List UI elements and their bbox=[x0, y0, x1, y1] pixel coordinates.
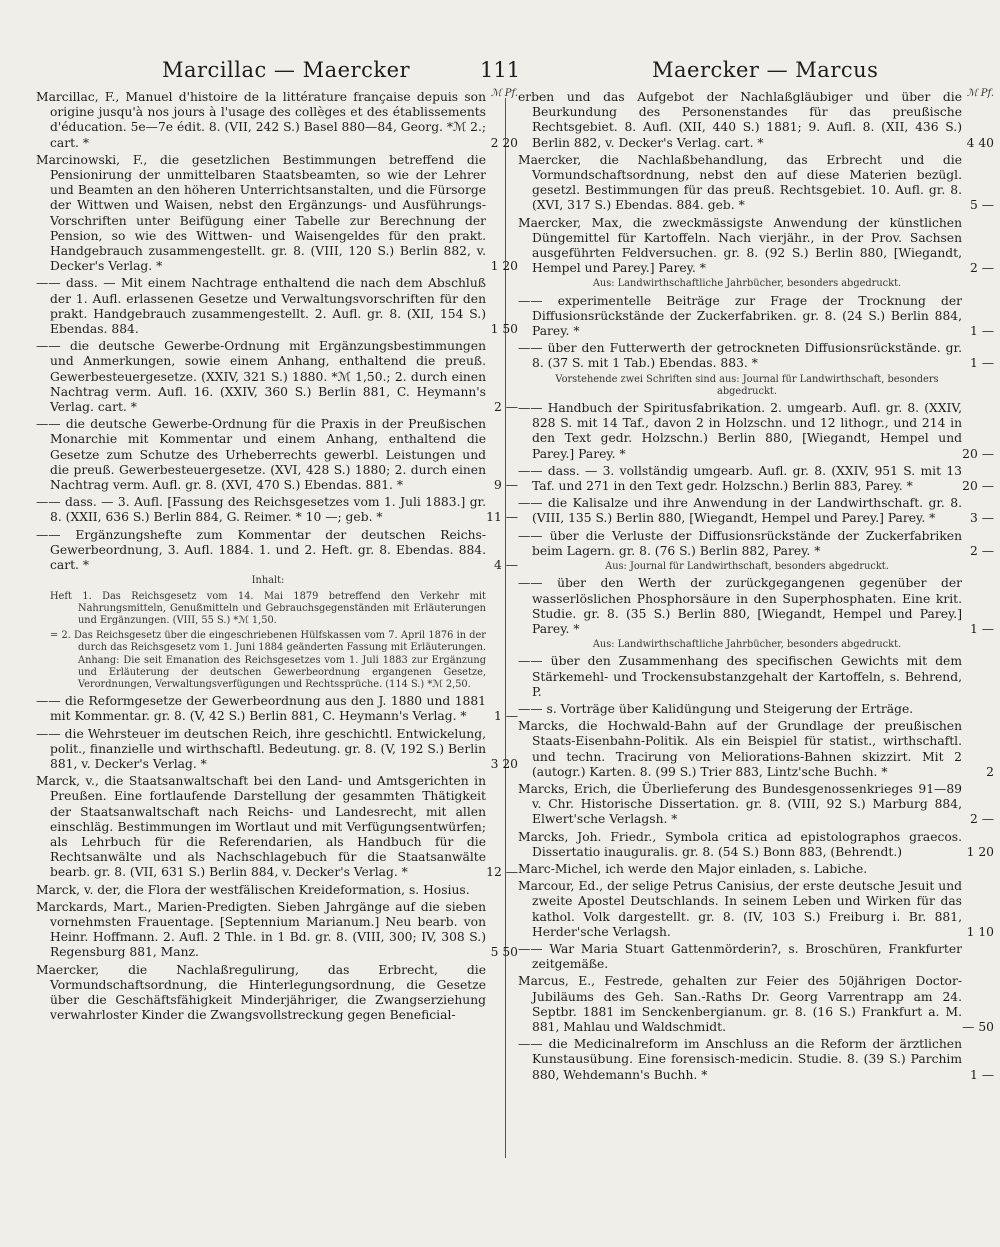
catalog-entry bbox=[518, 90, 994, 151]
entry-price: 1 — bbox=[969, 1067, 994, 1082]
entry-price: 5 — bbox=[969, 198, 994, 213]
catalog-entry bbox=[518, 879, 994, 940]
catalog-entry bbox=[518, 152, 994, 214]
entry-price: 3 — bbox=[969, 511, 994, 526]
entry-price: 11 — bbox=[486, 510, 518, 525]
catalog-entry bbox=[518, 341, 994, 371]
entry-price: 1 10 bbox=[966, 924, 994, 939]
catalog-entry bbox=[36, 90, 518, 151]
catalog-entry bbox=[518, 862, 962, 877]
entry-text: —— Handbuch der Spiritusfabrikation. 2. umgearb. Aufl. gr. 8. (XXIV, 828 S. mit 14 Taf., davon 2 in Holzschn. und 12 lithogr., und 214 in den Text gedr. Holzschn.) Berlin 880, [Wiegandt, Hempel und Parey.] Parey. * bbox=[518, 401, 962, 461]
entry-price: 1 — bbox=[969, 324, 994, 339]
entry-price: 2 — bbox=[969, 543, 994, 558]
entry-price: 1 50 bbox=[490, 322, 518, 337]
entry-price: 2 — bbox=[493, 400, 518, 415]
entry-text: —— die Wehrsteuer im deutschen Reich, ihre geschichtl. Entwickelung, polit., finanzielle und wirthschaftl. Bedeutung. gr. 8. (V, 192 S.) Berlin 881, v. Decker's Verlag. * bbox=[36, 726, 486, 771]
catalog-entry bbox=[518, 654, 962, 700]
catalog-entry bbox=[518, 528, 994, 559]
entry-price: 1 — bbox=[969, 621, 994, 636]
entry-price: 4 40 bbox=[966, 135, 994, 150]
right-column: ℳ Pf. erben und das Aufgebot der Nachlaßgläubiger und über die Beurkundung des Personenstandes für das preußische Rechtsgebiet. 8. Aufl. (XII, 440 S.) 1881; 9. Aufl. 8. (XII, 436 S.) Berlin 882, v. Decker's Verlag. cart. * 4 40 Maercker, die Nachlaßbehandlung, das Erbrecht und die Vormundschaftsordnung, nebst den auf diese Materien bezügl. gesetzl. Bestimmungen für das preuß. Rechtsgebiet. 10. Aufl. gr. 8. (XVI, 317 S.) Ebendas. 884. geb. * 5 — Maercker, Max, die zweckmässigste Anwendung der künstlichen Düngemittel für Kartoffeln. Nach vierjähr., in der Prov. Sachsen ausgeführten Feldversuchen. gr. 8. (92 S.) Berlin 880, [Wiegandt, Hempel und Parey.] Parey. * 2 — Aus: Landwirthschaftliche Jahrbücher, besonders abgedruckt. —— experimentelle Beiträge zur Frage der Trocknung der Diffusionsrückstände der Zuckerfabriken. gr. 8. (24 S.) Berlin 884, Parey. * 1 — —— über den Futterwerth der getrockneten Diffusionsrückstände. gr. 8. (37 S. mit 1 Tab.) Ebendas. 883. * 1 — Vorstehende zwei Schriften sind aus: Journal für Landwirthschaft, besonders abgedruckt. —— Handbuch der Spiritusfabrikation. 2. umgearb. Aufl. gr. 8. (XXIV, 828 S. mit 14 Taf., davon 2 in Holzschn. und 12 lithogr., und 214 in den Text gedr. Holzschn.) Berlin 880, [Wiegandt, Hempel und Parey.] Parey. * 20 — —— dass. — 3. vollständig umgearb. Aufl. gr. 8. (XXIV, 951 S. mit 13 Taf. und 271 in den Text gedr. Holzschn.) Berlin 883, Parey. * 20 — —— die Kalisalze und ihre Anwendung in der Landwirthschaft. gr. 8. (VIII, 135 S.) Berlin 880, [Wiegandt, Hempel und Parey.] Parey. * 3 — —— über die Verluste der Diffusionsrückstände der Zuckerfabriken beim Lagern. gr. 8. (76 S.) Berlin 882, Parey. * 2 — Aus: Journal für Landwirthschaft, besonders abgedruckt. —— über den Werth der zurückgegangenen gegenüber der wasserlöslichen Phosphorsäure in den Superphosphaten. Eine krit. Studie. gr. 8. (35 S.) Berlin 880, [Wiegandt, Hempel und Parey.] Parey. * 1 — Aus: Landwirthschaftliche Jahrbücher, besonders abgedruckt. —— über den Zusammenhang des specifischen Gewichts mit dem Stärkemehl- und Trockensubstanzgehalt der Kartoffeln, s. Behrend, P. —— s. Vorträge über Kalidüngung und Steigerung der Erträge. Marcks, die Hochwald-Bahn auf der Grundlage der preußischen Staats-Eisenbahn-Politik. Als ein Beispiel für statist., wirthschaftl. und techn. Tracirung von Meliorations-Bahnen skizzirt. Mit 2 (autogr.) Karten. 8. (99 S.) Trier 883, Lintz'sche Buchh. * 2 Marcks, Erich, die Überlieferung des Bundesgenossenkrieges 91—89 v. Chr. Historische Dissertation. gr. 8. (VIII, 92 S.) Marburg 884, Elwert'sche Verlagsh. * 2 — Marcks, Joh. Friedr., Symbola critica ad epistolographos graecos. Dissertatio inauguralis. gr. 8. (54 S.) Bonn 883, (Behrendt.) 1 20 Marc-Michel, ich werde den Major einladen, s. Labiche. Marcour, Ed., der selige Petrus Canisius, der erste deutsche Jesuit und zweite Apostel Deutschlands. In seinem Leben und Wirken für das kathol. Volk dargestellt. gr. 8. (IV, 103 S.) Freiburg i. Br. 881, Herder'sche Verlagsh. 1 10 —— War Maria Stuart Gattenmörderin?, s. Broschüren, Frankfurter zeitgemäße. Marcus, E., Festrede, gehalten zur Feier des 50jährigen Doctor-Jubiläums des Geh. San.-Raths Dr. Georg Varrentrapp am 24. Septbr. 1881 im Senckenbergianum. gr. 8. (16 S.) Frankfurt a. M. 881, Mahlau und Waldschmidt. — 50 —— die Medicinalreform im Anschluss an die Reform der ärztlichen Kunstausübung. Eine forensisch-medicin. Studie. 8. (39 S.) Parchim 880, Wehdemann's Buchh. * 1 — bbox=[518, 88, 994, 1082]
catalog-entry bbox=[518, 576, 994, 637]
catalog-entry bbox=[36, 152, 518, 275]
entry-price: 1 20 bbox=[966, 844, 994, 859]
entry-price: 2 — bbox=[969, 261, 994, 276]
header-right-catchword: Maercker — Marcus bbox=[652, 58, 879, 82]
entry-price: — 50 bbox=[962, 1019, 994, 1034]
entry-price: 20 — bbox=[962, 446, 994, 461]
catalog-entry bbox=[518, 942, 962, 972]
entry-text: Marcus, E., Festrede, gehalten zur Feier des 50jährigen Doctor-Jubiläums des Geh. San.-Raths Dr. Georg Varrentrapp am 24. Septbr. 1881 im Senckenbergianum. gr. 8. (16 S.) Frankfurt a. M. 881, Mahlau und Waldschmidt. bbox=[518, 974, 962, 1034]
entry-text: Marcinowski, F., die gesetzlichen Bestimmungen betreffend die Pensionirung der unmittelbaren Staatsbeamten, so wie der Lehrer und Beamten an den höheren Unterrichtsanstalten, und die Fürsorge der Wittwen und Waisen, nebst den Ergänzungs- und Ausführungs-Vorschriften unter Beifügung einer Tabelle zur Berechnung der Pension, so wie des Wittwen- und Waisengeldes für den prakt. Handgebrauch zusammengestellt. gr. 8. (VIII, 120 S.) Berlin 882, v. Decker's Verlag. * bbox=[36, 152, 486, 274]
source-note: Aus: Landwirthschaftliche Jahrbücher, besonders abgedruckt. bbox=[592, 639, 902, 651]
catalog-entry bbox=[36, 883, 486, 898]
catalog-entry bbox=[518, 702, 962, 717]
entry-text: —— dass. — 3. vollständig umgearb. Aufl. gr. 8. (XXIV, 951 S. mit 13 Taf. und 271 in den Text gedr. Holzschn.) Berlin 883, Parey. * bbox=[518, 463, 962, 494]
entry-price: 2 20 bbox=[490, 135, 518, 150]
entry-text: —— dass. — 3. Aufl. [Fassung des Reichsgesetzes vom 1. Juli 1883.] gr. 8. (XXII, 636 S.) Berlin 884, G. Reimer. * 10 —; geb. * bbox=[36, 495, 486, 525]
entry-price: 9 — bbox=[493, 478, 518, 493]
entry-text: Maercker, Max, die zweckmässigste Anwendung der künstlichen Düngemittel für Kartoffeln. Nach vierjähr., in der Prov. Sachsen ausgeführten Feldversuchen. gr. 8. (92 S.) Berlin 880, [Wiegandt, Hempel und Parey.] Parey. * bbox=[518, 215, 962, 276]
catalog-entry bbox=[518, 293, 994, 340]
catalog-entry bbox=[36, 726, 518, 773]
catalog-entry bbox=[36, 527, 518, 574]
entry-text: Maercker, die Nachlaßbehandlung, das Erbrecht und die Vormundschaftsordnung, nebst den auf diese Materien bezügl. gesetzl. Bestimmungen für das preuß. Rechtsgebiet. 10. Aufl. gr. 8. (XVI, 317 S.) Ebendas. 884. geb. * bbox=[518, 152, 962, 213]
catalog-entry bbox=[36, 694, 518, 724]
catalog-entry bbox=[36, 276, 518, 337]
catalog-entry bbox=[518, 463, 994, 494]
source-note: Vorstehende zwei Schriften sind aus: Journal für Landwirthschaft, besonders abgedruckt. bbox=[555, 373, 939, 397]
entry-text: —— über die Verluste der Diffusionsrückstände der Zuckerfabriken beim Lagern. gr. 8. (76 S.) Berlin 882, Parey. * bbox=[518, 528, 962, 558]
entry-text: —— über den Futterwerth der getrockneten Diffusionsrückstände. gr. 8. (37 S. mit 1 Tab.) Ebendas. 883. * bbox=[518, 341, 962, 371]
entry-price: 2 — bbox=[969, 812, 994, 827]
contents-item: Heft 1. Das Reichsgesetz vom 14. Mai 1879 betreffend den Verkehr mit Nahrungsmitteln, Genußmitteln und Gebrauchsgegenständen mit Erläuterungen und Ergänzungen. (VIII, 55 S.) *ℳ 1,50. bbox=[50, 590, 486, 626]
entry-price: 1 — bbox=[969, 356, 994, 371]
source-note: Aus: Journal für Landwirthschaft, besonders abgedruckt. bbox=[605, 561, 889, 573]
entry-price: 4 — bbox=[493, 558, 518, 573]
entry-text: Marck, v. der, die Flora der westfälischen Kreideformation, s. Hosius. bbox=[36, 882, 470, 897]
entry-price: 1 20 bbox=[490, 259, 518, 274]
contents-item: = 2. Das Reichsgesetz über die eingeschriebenen Hülfskassen vom 7. April 1876 in der durch das Reichsgesetz vom 1. Juni 1884 geänderten Fassung mit Erläuterungen. Anhang: Die seit Emanation des Reichsgesetzes vom 1. Juli 1883 zur Ergänzung und Erläuterung der deutschen Gewerbeordnung ergangenen Gesetze, Verordnungen, Verwaltungsverfügungen und Rechtssprüche. (114 S.) *ℳ 2,50. bbox=[50, 630, 486, 690]
catalog-entry bbox=[518, 401, 994, 462]
entry-text: Marc-Michel, ich werde den Major einladen, s. Labiche. bbox=[518, 861, 868, 876]
entry-price: 1 — bbox=[493, 709, 518, 724]
entry-text: —— experimentelle Beiträge zur Frage der Trocknung der Diffusionsrückstände der Zuckerfabriken. gr. 8. (24 S.) Berlin 884, Parey. * bbox=[518, 293, 962, 339]
entry-text: Marcillac, F., Manuel d'histoire de la littérature française depuis son origine jusqu'à nos jours à l'usage des collèges et des établissements d'éducation. 5e—7e édit. 8. (VII, 242 S.) Basel 880—84, Georg. *ℳ 2.; cart. * bbox=[36, 90, 486, 150]
entry-text: Marcks, Joh. Friedr., Symbola critica ad epistolographos graecos. Dissertatio inauguralis. gr. 8. (54 S.) Bonn 883, (Behrendt.) bbox=[518, 829, 962, 859]
entry-text: —— die Reformgesetze der Gewerbeordnung aus den J. 1880 und 1881 mit Kommentar. gr. 8. (V, 42 S.) Berlin 881, C. Heymann's Verlag. * bbox=[36, 694, 486, 724]
entry-text: —— dass. — Mit einem Nachtrage enthaltend die nach dem Abschluß der 1. Aufl. erlassenen Gesetze und Verwaltungsvorschriften für den prakt. Handgebrauch zusammengestellt. 2. Aufl. gr. 8. (XII, 154 S.) Ebendas. 884. bbox=[36, 276, 486, 337]
catalog-entry bbox=[518, 974, 994, 1035]
catalog-entry bbox=[518, 215, 994, 277]
header-left-catchword: Marcillac — Maercker bbox=[162, 58, 411, 82]
entry-text: —— die deutsche Gewerbe-Ordnung für die Praxis in der Preußischen Monarchie mit Kommentar und einem Anhang, enthaltend die Gesetze zum Schutze des Urheberrechts gewerbl. Leistungen und die preuß. Gewerbesteuergesetze. (XVI, 428 S.) 1880; 2. durch einen Nachtrag verm. Aufl. gr. 8. (XVI, 470 S.) Ebendas. 881. * bbox=[36, 417, 486, 493]
catalog-entry bbox=[36, 899, 518, 961]
entry-text: Marcks, die Hochwald-Bahn auf der Grundlage der preußischen Staats-Eisenbahn-Politik. Als ein Beispiel für statist., wirthschaftl. und techn. Tracirung von Meliorations-Bahnen skizzirt. Mit 2 (autogr.) Karten. 8. (99 S.) Trier 883, Lintz'sche Buchh. * bbox=[518, 719, 962, 779]
catalog-entry bbox=[36, 495, 518, 525]
entry-price: 5 50 bbox=[490, 945, 518, 960]
entry-price: 20 — bbox=[962, 479, 994, 494]
left-column: ℳ Pf. Marcillac, F., Manuel d'histoire de la littérature française depuis son origine jusqu'à nos jours à l'usage des collèges et des établissements d'éducation. 5e—7e édit. 8. (VII, 242 S.) Basel 880—84, Georg. *ℳ 2.; cart. * 2 20 Marcinowski, F., die gesetzlichen Bestimmungen betreffend die Pensionirung der unmittelbaren Staatsbeamten, so wie der Lehrer und Beamten an den höheren Unterrichtsanstalten, und die Fürsorge der Wittwen und Waisen, nebst den Ergänzungs- und Ausführungs-Vorschriften unter Beifügung einer Tabelle zur Berechnung der Pension, so wie des Wittwen- und Waisengeldes für den prakt. Handgebrauch zusammengestellt. gr. 8. (VIII, 120 S.) Berlin 882, v. Decker's Verlag. * 1 20 —— dass. — Mit einem Nachtrage enthaltend die nach dem Abschluß der 1. Aufl. erlassenen Gesetze und Verwaltungsvorschriften für den prakt. Handgebrauch zusammengestellt. 2. Aufl. gr. 8. (XII, 154 S.) Ebendas. 884. 1 50 —— die deutsche Gewerbe-Ordnung mit Ergänzungsbestimmungen und Anmerkungen, sowie einem Anhang, enthaltend die preuß. Gewerbesteuergesetze. (XXIV, 321 S.) 1880. *ℳ 1,50.; 2. durch einen Nachtrag verm. Aufl. 16. (XXIV, 360 S.) Berlin 881, C. Heymann's Verlag. cart. * 2 — —— die deutsche Gewerbe-Ordnung für die Praxis in der Preußischen Monarchie mit Kommentar und einem Anhang, enthaltend die Gesetze zum Schutze des Urheberrechts gewerbl. Leistungen und die preuß. Gewerbesteuergesetze. (XVI, 428 S.) 1880; 2. durch einen Nachtrag verm. Aufl. gr. 8. (XVI, 470 S.) Ebendas. 881. * 9 — —— dass. — 3. Aufl. [Fassung des Reichsgesetzes vom 1. Juli 1883.] gr. 8. (XXII, 636 S.) Berlin 884, G. Reimer. * 10 —; geb. * 11 — —— Ergänzungshefte zum Kommentar der deutschen Reichs-Gewerbeordnung, 3. Aufl. 1884. 1. und 2. Heft. gr. 8. Ebendas. 884. cart. * 4 — Inhalt: Heft 1. Das Reichsgesetz vom 14. Mai 1879 betreffend den Verkehr mit Nahrungsmitteln, Genußmitteln und Gebrauchsgegenständen mit Erläuterungen und Ergänzungen. (VIII, 55 S.) *ℳ 1,50. = 2. Das Reichsgesetz über die eingeschriebenen Hülfskassen vom 7. April 1876 in der durch das Reichsgesetz vom 1. Juni 1884 geänderten Fassung mit Erläuterungen. Anhang: Die seit Emanation des Reichsgesetzes vom 1. Juli 1883 zur Ergänzung und Erläuterung der deutschen Gewerbeordnung ergangenen Gesetze, Verordnungen, Verwaltungsverfügungen und Rechtssprüche. (114 S.) *ℳ 2,50. —— die Reformgesetze der Gewerbeordnung aus den J. 1880 und 1881 mit Kommentar. gr. 8. (V, 42 S.) Berlin 881, C. Heymann's Verlag. * 1 — —— die Wehrsteuer im deutschen Reich, ihre geschichtl. Entwickelung, polit., finanzielle und wirthschaftl. Bedeutung. gr. 8. (V, 192 S.) Berlin 881, v. Decker's Verlag. * 3 20 Marck, v., die Staatsanwaltschaft bei den Land- und Amtsgerichten in Preußen. Eine fortlaufende Darstellung der gesammten Thätigkeit der Staatsanwaltschaft nach Reichs- und Landesrecht, mit allen einschläg. Bestimmungen im Wortlaut und mit Verfügungsentwürfen; als Lehrbuch für die Referendarien, als Handbuch für die Rechtsanwälte und als Nachschlagebuch für die Staatsanwälte bearb. gr. 8. (VII, 631 S.) Berlin 884, v. Decker's Verlag. * 12 — Marck, v. der, die Flora der westfälischen Kreideformation, s. Hosius. Marckards, Mart., Marien-Predigten. Sieben Jahrgänge auf die sieben vornehmsten Frauentage. [Septennium Marianum.] Neu bearb. von Heinr. Hoffmann. 2. Aufl. 2 Thle. in 1 Bd. gr. 8. (VIII, 300; IV, 308 S.) Regensburg 881, Manz. 5 50 Maercker, die Nachlaßregulirung, das Erbrecht, die Vormundschaftsordnung, die Hinterlegungsordnung, die Gesetze über die Geschäftsfähigkeit Minderjähriger, die Zwangserziehung verwahrloster Kinder die Zwangsvollstreckung gegen Beneficial- bbox=[36, 88, 518, 1023]
entry-text: Marcks, Erich, die Überlieferung des Bundesgenossenkrieges 91—89 v. Chr. Historische Dissertation. gr. 8. (VIII, 92 S.) Marburg 884, Elwert'sche Verlagsh. * bbox=[518, 781, 962, 827]
entry-price: 12 — bbox=[486, 865, 518, 880]
catalog-entry bbox=[518, 1037, 994, 1083]
entry-text: —— die Kalisalze und ihre Anwendung in der Landwirthschaft. gr. 8. (VIII, 135 S.) Berlin 880, [Wiegandt, Hempel und Parey.] Parey. * bbox=[518, 496, 962, 526]
entry-text: —— die deutsche Gewerbe-Ordnung mit Ergänzungsbestimmungen und Anmerkungen, sowie einem Anhang, enthaltend die preuß. Gewerbesteuergesetze. (XXIV, 321 S.) 1880. *ℳ 1,50.; 2. durch einen Nachtrag verm. Aufl. 16. (XXIV, 360 S.) Berlin 881, C. Heymann's Verlag. cart. * bbox=[36, 339, 486, 415]
entry-text: —— War Maria Stuart Gattenmörderin?, s. Broschüren, Frankfurter zeitgemäße. bbox=[518, 941, 962, 972]
contents-title: Inhalt: bbox=[251, 575, 285, 587]
catalog-entry bbox=[518, 781, 994, 828]
entry-text: —— die Medicinalreform im Anschluss an die Reform der ärztlichen Kunstausübung. Eine forensisch-medicin. Studie. 8. (39 S.) Parchim 880, Wehdemann's Buchh. * bbox=[518, 1037, 962, 1082]
entry-text: Marcour, Ed., der selige Petrus Canisius, der erste deutsche Jesuit und zweite Apostel Deutschlands. In seinem Leben und Wirken für das kathol. Volk dargestellt. gr. 8. (IV, 103 S.) Freiburg i. Br. 881, Herder'sche Verlagsh. bbox=[518, 879, 962, 939]
entry-text: Marckards, Mart., Marien-Predigten. Sieben Jahrgänge auf die sieben vornehmsten Frauentage. [Septennium Marianum.] Neu bearb. von Heinr. Hoffmann. 2. Aufl. 2 Thle. in 1 Bd. gr. 8. (VIII, 300; IV, 308 S.) Regensburg 881, Manz. bbox=[36, 899, 486, 960]
entry-text: —— Ergänzungshefte zum Kommentar der deutschen Reichs-Gewerbeordnung, 3. Aufl. 1884. 1. und 2. Heft. gr. 8. Ebendas. 884. cart. * bbox=[36, 527, 486, 573]
catalog-entry bbox=[518, 496, 994, 526]
entry-text: Maercker, die Nachlaßregulirung, das Erbrecht, die Vormundschaftsordnung, die Hinterlegungsordnung, die Gesetze über die Geschäftsfähigkeit Minderjähriger, die Zwangserziehung verwahrloster Kinder die Zwangsvollstreckung gegen Beneficial- bbox=[36, 962, 486, 1023]
catalog-entry bbox=[36, 963, 486, 1024]
entry-price: 2 bbox=[986, 764, 994, 779]
entry-price: 3 20 bbox=[490, 756, 518, 771]
catalog-entry bbox=[518, 719, 994, 780]
page-number: 111 bbox=[480, 58, 521, 82]
entry-text: —— s. Vorträge über Kalidüngung und Steigerung der Erträge. bbox=[518, 701, 914, 716]
column-divider bbox=[505, 98, 506, 1158]
catalog-entry bbox=[518, 829, 994, 860]
source-note: Aus: Landwirthschaftliche Jahrbücher, besonders abgedruckt. bbox=[592, 278, 902, 290]
catalog-entry bbox=[36, 417, 518, 493]
running-header bbox=[0, 58, 1000, 88]
catalog-entry bbox=[36, 339, 518, 415]
entry-text: —— über den Werth der zurückgegangenen gegenüber der wasserlöslichen Phosphorsäure in den Superphosphaten. Eine krit. Studie. gr. 8. (35 S.) Berlin 880, [Wiegandt, Hempel und Parey.] Parey. * bbox=[518, 576, 962, 636]
entry-text: —— über den Zusammenhang des specifischen Gewichts mit dem Stärkemehl- und Trockensubstanzgehalt der Kartoffeln, s. Behrend, P. bbox=[518, 654, 962, 699]
entry-text: Marck, v., die Staatsanwaltschaft bei den Land- und Amtsgerichten in Preußen. Eine fortlaufende Darstellung der gesammten Thätigkeit der Staatsanwaltschaft nach Reichs- und Landesrecht, mit allen einschläg. Bestimmungen im Wortlaut und mit Verfügungsentwürfen; als Lehrbuch für die Referendarien, als Handbuch für die Rechtsanwälte und als Nachschlagebuch für die Staatsanwälte bearb. gr. 8. (VII, 631 S.) Berlin 884, v. Decker's Verlag. * bbox=[36, 774, 486, 880]
catalog-entry bbox=[36, 774, 518, 880]
entry-text: erben und das Aufgebot der Nachlaßgläubiger und über die Beurkundung des Personenstandes für das preußische Rechtsgebiet. 8. Aufl. (XII, 440 S.) 1881; 9. Aufl. 8. (XII, 436 S.) Berlin 882, v. Decker's Verlag. cart. * bbox=[518, 90, 962, 150]
